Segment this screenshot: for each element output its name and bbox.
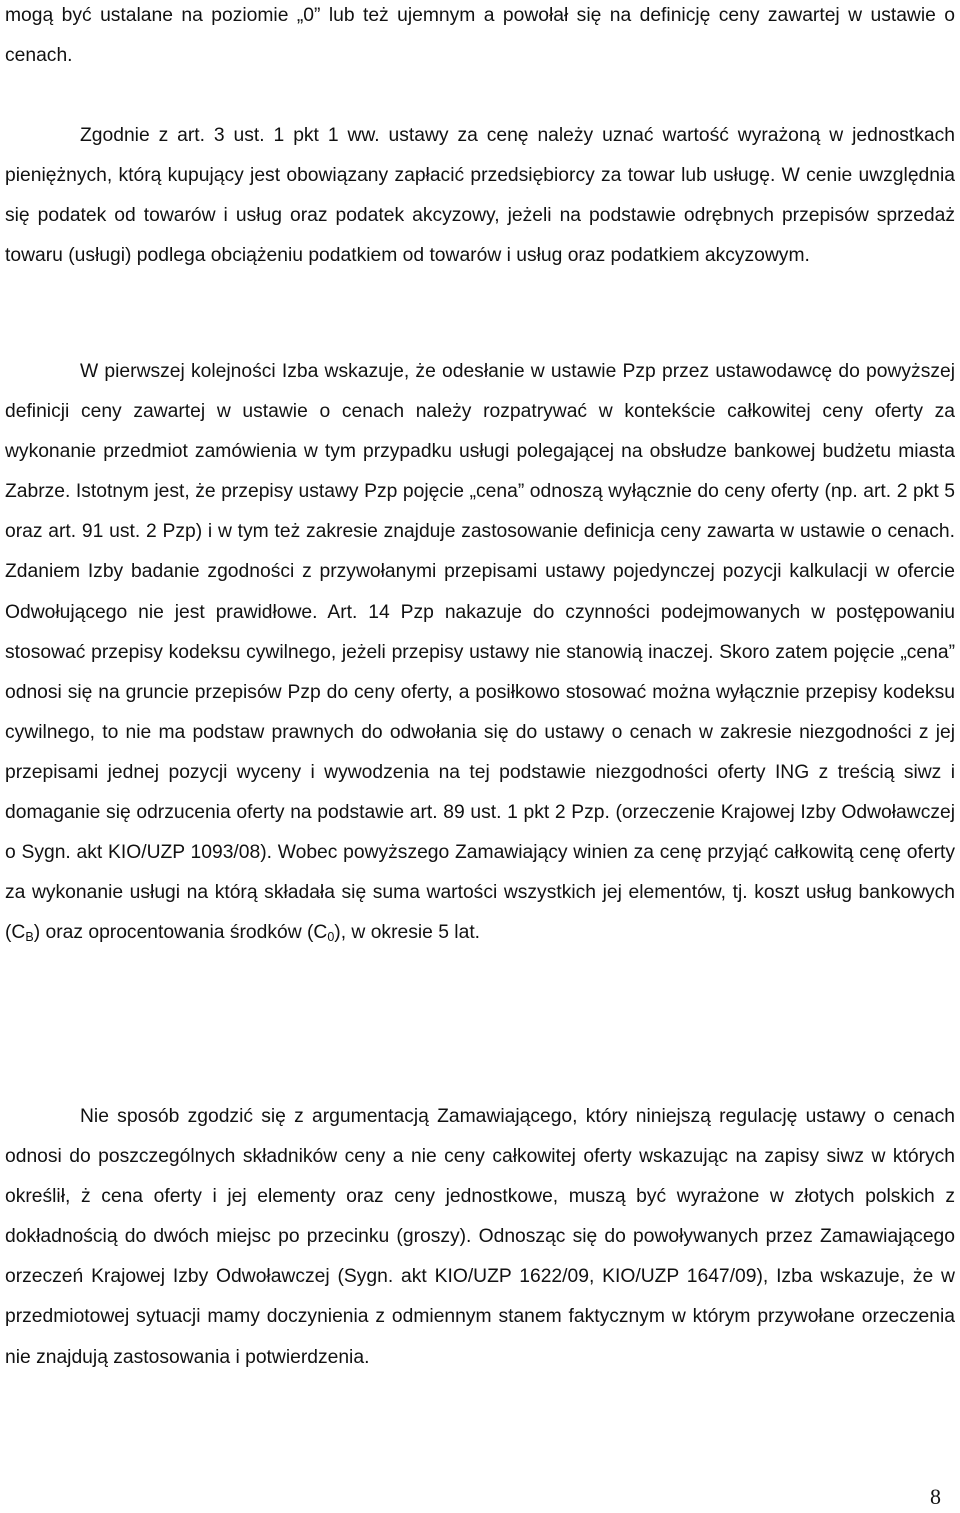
subscript-0: 0 [327, 930, 335, 945]
paragraph-3-end: ), w okresie 5 lat. [334, 922, 481, 944]
subscript-b: B [25, 930, 34, 945]
paragraph-4-block [5, 1097, 955, 1378]
paragraph-4: Nie sposób zgodzić się z argumentacją Zamawiającego, który niniejszą regulację ustawy o cenach odnosi do poszczególnych składników ceny a nie ceny całkowitej oferty wskazując na zapisy siwz w których określił, ż cena oferty i jej elementy oraz ceny jednostkowe, muszą być wyrażone w złotych polskich z dokładnością do dwóch miejsc po przecinku (groszy). Odnosząc się do powoływanych przez Zamawiającego orzeczeń Krajowej Izby Odwoławczej (Sygn. akt KIO/UZP 1622/09, KIO/UZP 1647/09), Izba wskazuje, że w przedmiotowej sytuacji mamy doczynienia z odmiennym stanem faktycznym w którym przywołane orzeczenia nie znajdują zastosowania i potwierdzenia. [5, 1106, 955, 1368]
paragraph-3-middle: ) oraz oprocentowania środków (C [33, 922, 328, 944]
paragraph-3-main: W pierwszej kolejności Izba wskazuje, że odesłanie w ustawie Pzp przez ustawodawcę do powyższej definicji ceny zawartej w ustawie o cenach należy rozpatrywać w kontekście całkowitej ceny oferty za wykonanie przedmiot zamówienia w tym przypadku usługi polegającej na obsłudze bankowej budżetu miasta Zabrze. Istotnym jest, że przepisy ustawy Pzp pojęcie „cena” odnoszą wyłącznie do ceny oferty (np. art. 2 pkt 5 oraz art. 91 ust. 2 Pzp) i w tym też zakresie znajduje zastosowanie definicja ceny zawarta w ustawie o cenach. Zdaniem Izby badanie zgodności z przywołanymi przepisami ustawy pojedynczej pozycji kalkulacji w ofercie Odwołującego nie jest prawidłowe. Art. 14 Pzp nakazuje do czynności podejmowanych w postępowaniu stosować przepisy kodeksu cywilnego, jeżeli przepisy ustawy nie stanowią inaczej. Skoro zatem pojęcie „cena” odnosi się na gruncie przepisów Pzp do ceny oferty, a posiłkowo stosować można wyłącznie przepisy kodeksu cywilnego, to nie ma podstaw prawnych do odwołania się do ustawy o cenach w zakresie niezgodności z jej przepisami jednej pozycji wyceny i wywodzenia na tej podstawie niezgodności oferty ING z treścią siwz i domaganie się odrzucenia oferty na podstawie art. 89 ust. 1 pkt 2 Pzp. (orzeczenie Krajowej Izby Odwoławczej o Sygn. akt KIO/UZP 1093/08). Wobec powyższego Zamawiający winien za cenę przyjąć całkowitą cenę oferty za wykonanie usługi na którą składała się suma wartości wszystkich jej elementów, tj. koszt usług bankowych (C [5, 361, 955, 944]
paragraph-1: mogą być ustalane na poziomie „0” lub też ujemnym a powołał się na definicję ceny zawartej w ustawie o cenach. [5, 5, 955, 67]
paragraph-3 [5, 352, 955, 953]
paragraph-2: Zgodnie z art. 3 ust. 1 pkt 1 ww. ustawy za cenę należy uznać wartość wyrażoną w jednostkach pieniężnych, którą kupujący jest obowiązany zapłacić przedsiębiorcy za towar lub usługę. W cenie uwzględnia się podatek od towarów i usług oraz podatek akcyzowy, jeżeli na podstawie odrębnych przepisów sprzedaż towaru (usługi) podlega obciążeniu podatkiem od towarów i usług oraz podatkiem akcyzowym. [5, 125, 955, 267]
paragraph-2-block [5, 116, 955, 276]
page-number: 8 [930, 1484, 941, 1509]
paragraph-3-block [5, 352, 955, 953]
paragraph-1-block [5, 0, 955, 76]
